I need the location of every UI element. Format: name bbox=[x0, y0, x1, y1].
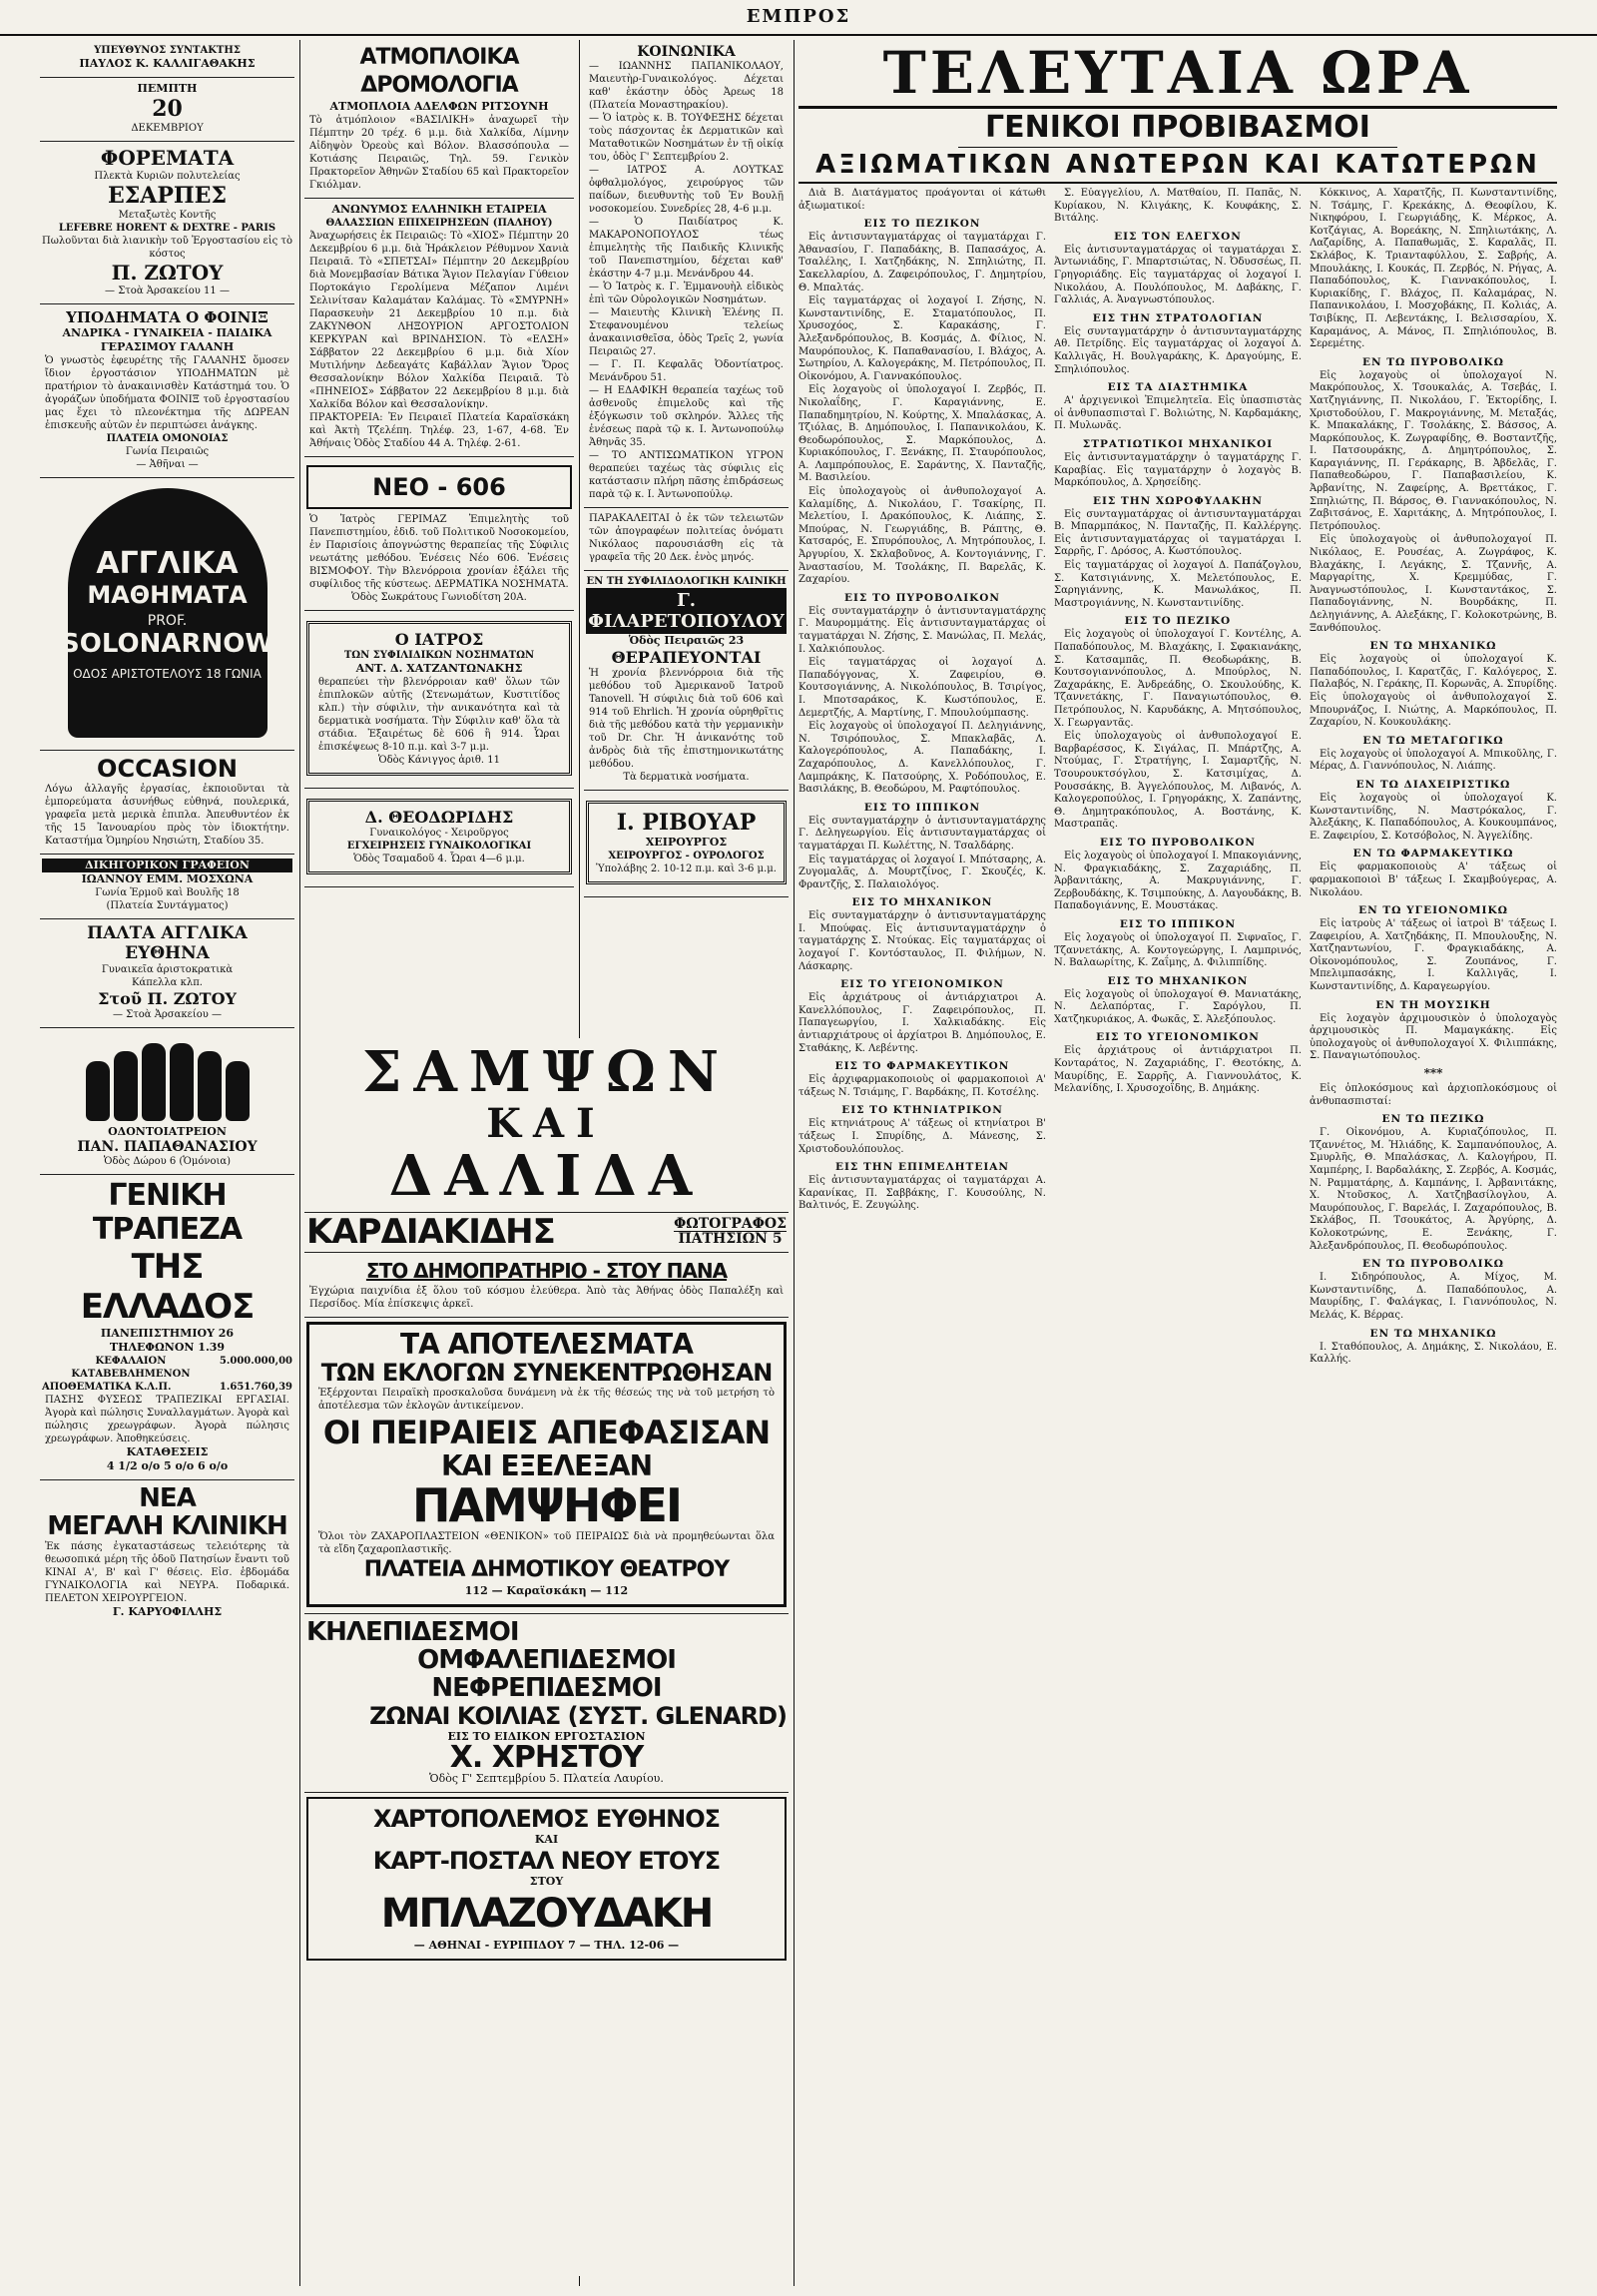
doctor-name: ΑΝΤ. Δ. ΧΑΤΖΑΝΤΩΝΑΚΗΣ bbox=[355, 662, 523, 675]
bank-title-1: ΓΕΝΙΚΗ ΤΡΑΠΕΖΑ bbox=[92, 1178, 243, 1247]
rivoar-hours: Ὑπολάβης 2. 10-12 π.μ. καὶ 3-6 μ.μ. bbox=[596, 863, 777, 874]
column-rule bbox=[794, 40, 795, 2286]
hernia-line-2: ΟΜΦΑΛΕΠΙΔΕΣΜΟΙ bbox=[417, 1645, 676, 1675]
dresses-sub: Πλεκτὰ Κυριῶν πολυτελείας bbox=[94, 171, 241, 182]
paragraph: Εἰς ταγματάρχας οἱ λοχαγοί Δ. Παπάζογλου, Σ. Κατσιγιάννης, Χ. Μελετόπουλος, Ε. Σαρηγιάννης, Κ. Μανωλάκος, Π. Μαστρογιάννης, Ν. Κωνσταντινίδης. bbox=[1054, 560, 1302, 609]
paragraph: Εἰς συνταγματάρχην ὁ ἀντισυνταγματάρχης Ι. Μπούφας. Εἰς ἀντισυνταγματάρχην ὁ ταγματάρχης Σ. Ντούκας. Εἰς ταγματάρχας οἱ λοχαγοί Γ. Κοντόσταυλος, Π. Φιλήμων, Ν. Λάσκαρης. bbox=[798, 910, 1046, 972]
auction-text: Ἐγχώρια παιχνίδια ἐξ ὅλου τοῦ κόσμου ἐλεύθερα. Ἀπὸ τὰς Ἀθήνας ὁδὸς Παπαλέξη καὶ Περσίδος. Μία ἐπίσκεψις ἀρκεῖ. bbox=[309, 1286, 784, 1310]
auction-title: ΣΤΟ ΔΗΜΟΠΡΑΤΗΡΙΟ - ΣΤΟΥ ΠΑΝΑ bbox=[365, 1259, 728, 1283]
news-subcolumn-3 bbox=[1310, 188, 1557, 1368]
doctor-sub: ΤΩΝ ΣΥΦΙΛΙΔΙΚΩΝ ΝΟΣΗΜΑΤΩΝ bbox=[343, 650, 535, 661]
paragraph: Α' ἀρχιγενικοὶ Ἐπιμελητεῖα. Εἰς ὑπασπιστὰς οἱ ἀνθυπασπισταὶ Γ. Βολιώτης, Ν. Καρδαμάκης, Π. Μυλωνᾶς. bbox=[1054, 395, 1302, 432]
hernia-line-1: ΚΗΛΕΠΙΔΕΣΜΟΙ bbox=[306, 1617, 519, 1647]
editor-label: ΥΠΕΥΘΥΝΟΣ ΣΥΝΤΑΚΤΗΣ bbox=[94, 45, 241, 56]
syphilis-clinic-text: Ἡ χρονία βλεννόρροια διὰ τῆς μεθόδου τοῦ Ἀμερικανοῦ Ἰατροῦ Tanovell. Ἡ σύφιλις διὰ τοῦ 606 καὶ 914 τοῦ Ehrlich. Ἡ χρονία οὐρηθρῖτις διὰ τῆς μεθόδου κατὰ τὴν γερμανικὴν τοῦ Dr. Chr. Ἡ ἀνικανότης τοῦ ἀνδρὸς διὰ τῆς ἐπιστημονικωτάτης μεθόδου. bbox=[589, 668, 784, 770]
section-heading: ΕΙΣ ΤΗΝ ΣΤΡΑΤΟΛΟΓΙΑΝ bbox=[1092, 311, 1264, 324]
date-block bbox=[40, 78, 294, 142]
bank-title-2: ΤΗΣ ΕΛΛΑΔΟΣ bbox=[80, 1247, 255, 1327]
section-heading: ΕΝ ΤΩ ΜΕΤΑΓΩΓΙΚΩ bbox=[1362, 734, 1504, 747]
paragraph: Εἰς συνταγματάρχην ὁ ἀντισυνταγματάρχης Γ. Μαυρομμάτης. Εἰς ἀντισυνταγματάρχας οἱ ταγματάρχαι Ν. Ζήσης, Σ. Μανώλας, Π. Μελάς, Ι. Χαλκιόπουλος. bbox=[798, 605, 1046, 655]
shipping-company-title: ΑΝΩΝΥΜΟΣ ΕΛΛΗΝΙΚΗ ΕΤΑΙΡΕΙΑ bbox=[331, 203, 547, 216]
dentist-ad bbox=[40, 1028, 294, 1175]
section-heading: ΕΙΣ ΤΗΝ ΕΠΙΜΕΛΗΤΕΙΑΝ bbox=[835, 1161, 1009, 1174]
tooth-icon bbox=[86, 1061, 110, 1121]
gynecologist-sub2: ΕΓΧΕΙΡΗΣΕΙΣ ΓΥΝΑΙΚΟΛΟΓΙΚΑΙ bbox=[346, 841, 532, 852]
phoinix-sub1: ΑΝΔΡΙΚΑ - ΓΥΝΑΙΚΕΙΑ - ΠΑΙΔΙΚΑ bbox=[62, 326, 272, 339]
phoinix-addr1: ΠΛΑΤΕΙΑ ΟΜΟΝΟΙΑΣ bbox=[106, 433, 229, 444]
cards-line-1: ΧΑΡΤΟΠΟΛΕΜΟΣ ΕΥΘΗΝΟΣ bbox=[372, 1805, 721, 1833]
cards-line-4: ΣΤΟΥ bbox=[529, 1875, 564, 1888]
paragraph: Εἰς ἀντισυνταγματάρχας οἱ ταγματάρχαι Γ. Ἀθανασίου, Γ. Παπαδάκης, Β. Παπασάχος, Α. Τσαλέλης, Ι. Χατζηδάκης, Ν. Σπηλιώτης, Π. Σακελλαρίου, Δ. Ζαφειρόπουλος, Γ. Δημητρίου, Θ. Μπαλτάς. bbox=[798, 232, 1046, 293]
section-heading: ΕΙΣ ΤΟ ΜΗΧΑΝΙΚΟΝ bbox=[851, 896, 993, 909]
cards-line-2: ΚΑΙ bbox=[534, 1833, 559, 1846]
coats-title: ΠΑΛΤΑ ΑΓΓΛΙΚΑ ΕΥΘΗΝΑ bbox=[87, 923, 248, 963]
section-heading: ΕΙΣ ΤΟ ΥΓΕΙΟΝΟΜΙΚΟΝ bbox=[840, 978, 1004, 991]
bank-text: ΠΑΣΗΣ ΦΥΣΕΩΣ ΤΡΑΠΕΖΙΚΑΙ ΕΡΓΑΣΙΑΙ. Ἀγορὰ καὶ πώλησις Συναλλαγμάτων. Ἀγορὰ καὶ πώλησις χρεωγράφων. Ἀγορὰ πώλησις χρεωγράφων. Ἀποθηκεύσεις. bbox=[45, 1395, 289, 1444]
paragraph: Εἰς ἀντισυνταγματάρχην ὁ ταγματάρχης Γ. Καραβίας. Εἰς ταγματάρχην ὁ λοχαγὸς Β. Μαρκόπουλος, Δ. Χρησείδης. bbox=[1054, 451, 1302, 489]
paragraph: Εἰς λοχαγοὺς οἱ ὑπολοχαγοί Γ. Κοντέλης, Α. Παπαδόπουλος, Μ. Βλαχάκης, Ι. Σφακιανάκης, Σ. Κατσαμπᾶς, Π. Θεοδωράκης, Β. Κουτσογιαννόπουλος, Δ. Μπούρλος, Ν. Ζαχαράκης, Ε. Ἀνδρεάδης, Ο. Σκουλούδης, Κ. Τζαννετάκης, Γ. Παναγιωτόπουλος, Θ. Πετρόπουλος, Ν. Καρυδάκης, Α. Μητσόπουλος, Χ. Γεωργαντᾶς. bbox=[1054, 629, 1302, 729]
gynecologist-sub: Γυναικολόγος - Χειροῦργος bbox=[369, 828, 509, 839]
coats-stoa: — Στοὰ Ἀρσακείου — bbox=[112, 1009, 223, 1020]
bank-reserves: 1.651.760,39 bbox=[219, 1382, 292, 1393]
date-number: 20 bbox=[152, 96, 183, 122]
neo606-ad bbox=[304, 457, 574, 611]
social-section bbox=[584, 40, 789, 508]
cards-ad bbox=[304, 1793, 789, 1967]
bell-line-3: PROF. bbox=[147, 612, 188, 629]
section-heading: ΕΙΣ ΤΟ ΙΠΠΙΚΟΝ bbox=[863, 801, 981, 814]
bell-graphic bbox=[61, 488, 274, 738]
cards-line-5: ΜΠΛΑΖΟΥΔΑΚΗ bbox=[380, 1891, 713, 1937]
scarves-title: ΕΣΑΡΠΕΣ bbox=[107, 183, 228, 209]
paragraph: Εἰς συνταγματάρχας οἱ ἀντισυνταγματάρχαι Β. Μπαρμπάκος, Ν. Πανταζῆς, Π. Καλλέργης. Εἰς ἀντισυνταγματάρχας οἱ ταγματάρχαι Ι. Σαρρῆς, Γ. Δρόσος, Α. Κωστόπουλος. bbox=[1054, 508, 1302, 558]
dentist-title: ΟΔΟΝΤΟΙΑΤΡΕΙΟΝ bbox=[108, 1125, 227, 1138]
masthead: ΕΜΠΡΟΣ bbox=[0, 0, 1597, 36]
samson-line-2: ΚΑΙ bbox=[486, 1100, 607, 1147]
hernia-belts-ad bbox=[304, 1614, 789, 1793]
samson-line-1: ΣΑΜΨΩΝ bbox=[361, 1039, 732, 1105]
doctor-addr: Ὁδὸς Κάνιγγος ἀριθ. 11 bbox=[377, 755, 501, 766]
law-office-sub: (Πλατεία Συντάγματος) bbox=[106, 900, 229, 911]
editor-name: ΠΑΥΛΟΣ Κ. ΚΑΛΛΙΓΑΘΑΚΗΣ bbox=[79, 57, 256, 70]
shipping-company-footer: ΠΡΑΚΤΟΡΕΙΑ: Ἐν Πειραιεῖ Πλατεία Καραϊσκάκη καὶ Ἀκτὴ Τζελέπη. Τηλέφ. 23, 1-67, 4-68. Ἐν Ἀθήναις Ὁδὸς Σταδίου 44 Α. Τηλέφ. 2-61. bbox=[309, 412, 569, 449]
law-office-addr: Γωνία Ἑρμοῦ καὶ Βουλῆς 18 bbox=[95, 887, 240, 898]
paragraph: Εἰς λοχαγοὺς οἱ ὑπολοχαγοί Π. Δεληγιάννης, Ν. Τσιρόπουλος, Σ. Μπακλαβᾶς, Λ. Καλογερόπουλος, Α. Παπαδάκης, Ι. Ζαχαρόπουλος, Δ. Κανελλόπουλος, Γ. Λαμπράκης, Κ. Πατσούρης, Χ. Ροδόπουλος, Ε. Βασιλάκης, Β. Θεοδώρου, Μ. Ραφτόπουλος. bbox=[798, 721, 1046, 796]
bank-deposits: ΚΑΤΑΘΕΣΕΙΣ bbox=[126, 1445, 209, 1458]
rivoar-sub: ΧΕΙΡΟΥΡΓΟΣ - ΟΥΡΟΛΟΓΟΣ bbox=[608, 851, 765, 861]
section-heading: ΕΙΣ ΤΑ ΔΙΑΣΤΗΜΙΚΑ bbox=[1107, 381, 1249, 394]
section-heading: ΕΝ ΤΗ ΜΟΥΣΙΚΗ bbox=[1375, 998, 1491, 1011]
coats-ad bbox=[40, 919, 294, 1028]
paragraph: Εἰς ὁπλοκόσμους καὶ ἀρχιοπλοκόσμους οἱ ἀνθυπασπισταί: bbox=[1310, 1083, 1557, 1107]
gynecologist-ad bbox=[304, 789, 574, 887]
paragraph: Εἰς ἀντισυνταγματάρχας οἱ ταγματάρχαι Σ. Ἀντωνιάδης, Γ. Μπαρτσιώτας, Ν. Ὀδυσσέως, Π. Γρηγοριάδης. Εἰς ταγματάρχας οἱ λοχαγοί Ι. Νικολάου, Α. Πουλόπουλος, Μ. Δαβάκης, Γ. Γαλλιάς, Α. Ἀναγνωστόπουλος. bbox=[1054, 244, 1302, 306]
doctor-text: θεραπεύει τὴν βλενόρροιαν καθ' ὅλων τῶν ἐπιπλοκῶν αὐτῆς (Στενωμάτων, Κυστιτίδος κλπ.) τὴν σύφιλιν, τὴν ανικανότητα καὶ τὰ δερματικὰ νοσήματα. Τὴν Σύφιλιν καθ' ὅλα τὰ στάδια. Ἐξαιρέτως δὲ 606 ἢ 914. Ὧραι ἐπισκέψεως 8-10 π.μ. καὶ 3-7 μ.μ. bbox=[318, 677, 560, 753]
bell-line-5: ΟΔΟΣ ΑΡΙΣΤΟΤΕΛΟΥΣ 18 ΓΩΝΙΑ bbox=[73, 666, 262, 681]
section-heading: ΕΝ ΤΩ ΥΓΕΙΟΝΟΜΙΚΩ bbox=[1358, 904, 1508, 917]
neo606-title: ΝΕΟ - 606 bbox=[306, 465, 572, 509]
paragraph: Εἰς λοχαγοὺς οἱ ὑπολοχαγοί Ν. Μακρόπουλος, Χ. Τσουκαλάς, Α. Τσεβάς, Ι. Χατζηγιάννης, Π. Νικολάου, Γ. Ἐκτορίδης, Ι. Χριστοδούλου, Γ. Μακρογιάννης, Μ. Μεταξάς, Κ. Μπακαλάκης, Γ. Τσολάκης, Σ. Βάσσος, Α. Μαρκόπουλος, Κ. Ζωγραφίδης, Θ. Βοσταντζῆς, Ι. Πατσουράκης, Δ. Δημητρόπουλος, Σ. Καραγιάννης, Π. Γεράκαρης, Β. Ἀβδελᾶς, Γ. Παπαθεοδώρου, Γ. Παπαβασιλείου, Κ. Ἀρβανίτης, Ν. Ζαφείρης, Α. Βρεττάκος, Γ. Σπηλιώτης, Π. Βάρσος, Θ. Γιαννακόπουλος, Ν. Ζαβιτσάνος, Ε. Χαριτάκης, Δ. Μητρόπουλος, Ι. Πετρόπουλος. bbox=[1310, 369, 1557, 532]
bank-reserves-label: ΑΠΟΘΕΜΑΤΙΚΑ Κ.Λ.Π. bbox=[42, 1382, 172, 1393]
section-heading: ΣΤΡΑΤΙΩΤΙΚΟΙ ΜΗΧΑΝΙΚΟΙ bbox=[1082, 437, 1274, 450]
paragraph: Εἰς ἀρχιφαρμακοποιοὺς οἱ φαρμακοποιοὶ Α' τάξεως Ν. Τσιάμης, Γ. Βαρδάκης, Π. Κοτσέλης. bbox=[798, 1074, 1046, 1098]
syphilis-clinic-ad bbox=[584, 571, 789, 791]
lefebre-sub: Πωλοῦνται διὰ λιανικὴν τοῦ Ἐργοστασίου εἰς τὸ κόστος bbox=[42, 236, 292, 260]
section-heading: ΕΝ ΤΩ ΠΕΖΙΚΩ bbox=[1381, 1113, 1485, 1126]
clinic-footer: Γ. ΚΑΡΥΟΦΙΛΛΗΣ bbox=[112, 1605, 223, 1618]
dresses-ad bbox=[40, 142, 294, 304]
section-heading: ΕΝ ΤΩ ΜΗΧΑΝΙΚΩ bbox=[1369, 640, 1497, 653]
section-heading: ΕΙΣ ΤΗΝ ΧΩΡΟΦΥΛΑΚΗΝ bbox=[1092, 494, 1264, 507]
syphilis-clinic-name: Γ. ΦΙΛΑΡΕΤΟΠΟΥΛΟΥ bbox=[586, 588, 787, 634]
section-heading: ΕΙΣ ΤΟ ΠΥΡΟΒΟΛΙΚΟΝ bbox=[843, 591, 1000, 604]
hernia-line-5: ΕΙΣ ΤΟ ΕΙΔΙΚΟΝ ΕΡΓΟΣΤΑΣΙΟΝ bbox=[447, 1730, 646, 1743]
samson-line-3: ΔΑΛΙΔΑ bbox=[388, 1143, 705, 1209]
column-rule bbox=[299, 40, 300, 2286]
shipping-company-text: Ἀναχωρήσεις ἐκ Πειραιῶς: Τὸ «ΧΙΟΣ» Πέμπτην 20 Δεκεμβρίου 6 μ.μ. διὰ Ἡράκλειον Ρέθυμνον Χανιὰ Πειραιᾶ. Τὸ «ΣΠΕΤΣΑΙ» Πέμπτην 20 Δεκεμβρίου διὰ Μονεμβασίαν Βάτικα Ἅγιον Πελαγίαν Γύθειον Πορτοκάγιο Γερολίμενα Μέζαπον Λιμένι Σελινίτσαν Καλαμάταν Καλάμας. Τὸ «ΣΜΥΡΝΗ» Παρασκευὴν 21 Δεκεμβρίου 10 π.μ. διὰ ΖΑΚΥΝΘΟΝ ΛΗΞΟΥΡΙΟΝ ΑΡΓΟΣΤΟΛΙΟΝ ΚΕΡΚΥΡΑΝ καὶ ΒΡΙΝΔΗΣΙΟΝ. Τὸ «ΕΛΣΗ» Σάββατον 22 Δεκεμβρίου 6 μ.μ. διὰ Χίον Μυτιλήνην Δεδεαγάτς Καβάλλαν Ἅγιον Ὄρος Θεσσαλονίκην Βόλον Χαλκίδα Πειραιᾶ. Τὸ «ΠΗΝΕΙΟΣ» Σάββατον 22 Δεκεμβρίου 8 μ.μ. διὰ Χαλκίδα Βόλον καὶ Θεσσαλονίκην. bbox=[309, 231, 569, 410]
paragraph: Εἰς ὑπολοχαγοὺς οἱ ἀνθυπολοχαγοί Π. Νικόλαος, Ε. Ρουσέας, Α. Ζωγράφος, Κ. Βλαχάκης, Ι. Λεγάκης, Σ. Τζαννῆς, Α. Μαργαρίτης, Χ. Κρεμμύδας, Γ. Ἀναγνωστόπουλος, Ι. Κωνσταντάκος, Σ. Παπαδογιάννης, Ν. Βουρδάκης, Π. Δεληγιάννης, Α. Αλεξάκης, Γ. Κολοκοτρώνης, Β. Ξανθόπουλος. bbox=[1310, 534, 1557, 634]
tooth-icon bbox=[170, 1043, 194, 1121]
election-text-2: Ὅλοι τὸν ΖΑΧΑΡΟΠΛΑΣΤΕΙΟΝ «ΘΕΝΙΚΟΝ» τοῦ ΠΕΙΡΑΙΩΣ διὰ νὰ προμηθεύωνται ὅλα τὰ εἴδη ζαχαροπλαστικῆς. bbox=[318, 1531, 775, 1555]
steamship-title: ΑΤΜΟΠΛΟΙΚΑ ΔΡΟΜΟΛΟΓΙΑ bbox=[359, 45, 519, 98]
paragraph: Εἰς ἀρχιάτρους οἱ ἀντιάρχιατροι Α. Κανελλόπουλος, Γ. Ζαφειρόπουλος, Π. Παπαγεωργίου, Ι. Χαλκιαδάκης. Εἰς ἀντιαρχιάτρους οἱ ἀρχίατροι Β. Δημόπουλος, Ε. Σταθάκης, Κ. Λεβέντης. bbox=[798, 992, 1046, 1054]
election-line-1: ΤΑ ΑΠΟΤΕΛΕΣΜΑΤΑ bbox=[400, 1328, 693, 1361]
dentist-name: ΠΑΝ. ΠΑΠΑΘΑΝΑΣΙΟΥ bbox=[77, 1139, 258, 1155]
coats-store: Στοῦ Π. ΖΩΤΟΥ bbox=[98, 989, 237, 1008]
zotou-name: Π. ΖΩΤΟΥ bbox=[111, 261, 224, 285]
clinic-title-1: ΝΕΑ bbox=[139, 1483, 196, 1513]
neo606-addr: Ὁδὸς Σωκράτους Γωνιοδίτση 20Α. bbox=[351, 592, 527, 603]
section-heading: ΕΝ ΤΩ ΦΑΡΜΑΚΕΥΤΙΚΩ bbox=[1352, 848, 1514, 861]
social-text-2: — Μαιευτὴς Κλινικὴ Ἑλένης Π. Στεφανουμένου τελείως ἀνακαινισθεῖσα, ὁδὸς Τρεῖς 2, γωνία Πειραιῶς 27. — Γ. Π. Κεφαλᾶς Ὀδοντίατρος. Μενάνδρου 51. — Η ΕΔΑΦΙΚΗ θεραπεία ταχέως τοῦ ἀσθενοῦς ἐπιμελοῦς καὶ τῆς ἐξόγκωσιν τοῦ σκληρόν. Ἄλλες τῆς ἐνέσεως παρὰ τῷ κ. Ι. Ἀντωνοπούλῳ Ἀθηνᾶς 35. — ΤΟ ΑΝΤΙΣΩΜΑΤΙΚΟΝ ΥΓΡΟΝ θεραπεύει ταχέως τὰς σύφιλις εἰς κατάστασιν πλήρη πᾶσης ἐπιδράσεως παρὰ τῷ κ. Ι. Ἀντωνοπούλῳ. bbox=[589, 307, 784, 500]
dresses-title: ΦΟΡΕΜΑΤΑ bbox=[100, 146, 235, 170]
paragraph: Εἰς ὑπολοχαγοὺς οἱ ἀνθυπολοχαγοί Ε. Βαρβαρέσσος, Κ. Σιγάλας, Π. Μπάρτζης, Α. Ντούμας, Γ. Στρατήγης, Ι. Σαμαρτζῆς, Ν. Τσουρουκτσόγλου, Σ. Κατσιμίχας, Δ. Ρουσσάκης, Β. Ἀγγελόπουλος, Μ. Λιβανός, Λ. Καλογεροπούλος, Ι. Γρηγοράκης, Χ. Ζαπάντης, Θ. Δημητρακόπουλος, Α. Βοστάνης, Κ. Μαστραπᾶς. bbox=[1054, 731, 1302, 831]
dentist-addr: Ὁδὸς Δώρου 6 (Ὁμόνοια) bbox=[103, 1156, 232, 1167]
rivoar-name: Ι. ΡΙΒΟΥΑΡ bbox=[616, 810, 757, 836]
gynecologist-addr: Ὁδὸς Τσαμαδοῦ 4. Ὧραι 4—6 μ.μ. bbox=[353, 854, 525, 864]
phoinix-text: Ὁ γνωστὸς ἐφευρέτης τῆς ΓΑΛΑΝΗΣ ὅμοσεν ἴδιον ἐργοστάσιον ΥΠΟΔΗΜΑΤΩΝ μὲ πρατήριον τὸ ἀνακαινισθὲν Κατάστημά του. Ὁ ἀγοράζων ὑποδήματα ΦΟΙΝΙΞ τοῦ ἐργοστασίου μας ἔχει τὸ πλεονέκτημα τῆς ΔΩΡΕΑΝ ἐπισκευῆς αὐτῶν ἐν περιπτώσει ἀνάγκης. bbox=[45, 355, 289, 431]
election-line-5: ΠΑΜΨΗΦΕΙ bbox=[411, 1478, 682, 1532]
law-office-title: ΔΙΚΗΓΟΡΙΚΟΝ ΓΡΑΦΕΙΟΝ bbox=[42, 859, 292, 872]
paragraph: Εἰς λοχαγοὺς οἱ ὑπολοχαγοί Π. Σιφναῖος, Γ. Τζαννετάκης, Α. Κοντογεώργης, Ι. Λαμπρινός, Ν. Βαλαωρίτης, Κ. Ζαΐμης, Δ. Φιλιππίδης. bbox=[1054, 931, 1302, 969]
section-heading: ΕΙΣ ΤΟ ΙΠΠΙΚΟΝ bbox=[1119, 917, 1237, 930]
month-label: ΔΕΚΕΜΒΡΙΟΥ bbox=[131, 123, 204, 134]
bank-capital-label: ΚΕΦΑΛΑΙΟΝ ΚΑΤΑΒΕΒΛΗΜΕΝΟΝ bbox=[71, 1356, 191, 1380]
news-subcolumn-2 bbox=[1054, 188, 1302, 1368]
photographer-ad bbox=[304, 1213, 789, 1253]
news-column bbox=[798, 40, 1557, 2286]
news-title: ΤΕΛΕΥΤΑΙΑ ΩΡΑ bbox=[798, 40, 1557, 109]
cards-line-6: — ΑΘΗΝΑΙ - ΕΥΡΙΠΙΔΟΥ 7 — ΤΗΛ. 12-06 — bbox=[413, 1939, 680, 1952]
social-text: — ΙΩΑΝΝΗΣ ΠΑΠΑΝΙΚΟΛΑΟΥ, Μαιευτὴρ-Γυναικολόγος. Δέχεται καθ' ἑκάστην ὁδὸς Ἀρεως 18 (Πλατεία Μοναστηρακίου). — Ὁ ἰατρὸς κ. Β. ΤΟΥΦΕΞΗΣ δέχεται τοὺς πάσχοντας ἐκ Δερματικῶν καὶ Ματαθοτικῶν Νοσημάτων ἐν τῇ οἰκίᾳ του, ὁδὸς Γ' Σεπτεμβρίου 2. — ΙΑΤΡΟΣ Α. ΛΟΥΤΚΑΣ ὀφθαλμολόγος, χειρούργος τῶν παίδων, διευθυντὴς τοῦ Ἐν Βουλῇ νοσοκομείου. Συνεδρίες 28, 4-6 μ.μ. — Ὁ Παιδίατρος Κ. ΜΑΚΑΡΟΝΟΠΟΥΛΟΣ τέως ἐπιμελητὴς τῆς Παιδικῆς Κλινικῆς τοῦ Πανεπιστημίου, δέχεται καθ' ἑκάστην 4-7 μ.μ. Μενάνδρου 44. — Ὁ Ἰατρὸς κ. Γ. Ἐμμανουὴλ εἰδικὸς ἐπὶ τῶν Οὐρολογικῶν Νοσημάτων. bbox=[589, 61, 784, 305]
lefebre-line: LEFEBRE HORENT & DEXTRE - PARIS bbox=[58, 223, 276, 234]
tooth-icon bbox=[198, 1051, 222, 1121]
bank-capital: 5.000.000,00 bbox=[219, 1356, 292, 1367]
occasion-title: OCCASION bbox=[97, 755, 238, 783]
paragraph: Εἰς ἀρχιάτρους οἱ ἀντιάρχιατροι Π. Κονταράτος, Ν. Ζαχαριάδης, Γ. Θεοτόκης, Δ. Μαυρίδης, Ε. Σαρρῆς, Α. Γιαννουλάτος, Κ. Μελανίδης, Ι. Χρυσοχοΐδης, Β. Δημάκης. bbox=[1054, 1045, 1302, 1095]
paragraph: Εἰς συνταγματάρχην ὁ ἀντισυνταγματάρχης Αθ. Πετρίδης. Εἰς ταγματάρχας οἱ λοχαγοί Δ. Καλλιγᾶς, Η. Βουλγαράκης, Κ. Δραγούμης, Ε. Σπηλιόπουλος. bbox=[1054, 325, 1302, 375]
paragraph: Ι. Σταθόπουλος, Α. Δημάκης, Σ. Νικολάου, Ε. Καλλής. bbox=[1310, 1341, 1557, 1366]
notice-text: ΠΑΡΑΚΑΛΕΙΤΑΙ ὁ ἐκ τῶν τελειωτῶν τῶν ἀπογραφέων πολιτείας ὀνόματι Νικόλαος παρουσιάσθη εἰς τὰ γραφεῖα τῆς 20 Δεκ. ἐνὸς μηνός. bbox=[589, 513, 784, 563]
shipping-company-ad bbox=[304, 199, 574, 457]
clinic-ad bbox=[40, 1480, 294, 1625]
auction-ad bbox=[304, 1253, 789, 1318]
syphilis-clinic-addr: Ὁδὸς Πειραιῶς 23 bbox=[628, 634, 745, 647]
section-heading: ΕΙΣ ΤΟ ΠΕΖΙΚΟΝ bbox=[863, 218, 981, 231]
tooth-icon bbox=[114, 1051, 138, 1121]
zotou-address: — Στοὰ Ἀρσακείου 11 — bbox=[105, 286, 230, 296]
rivoar-title: ΧΕΙΡΟΥΡΓΟΣ bbox=[645, 836, 728, 849]
paragraph: Εἰς φαρμακοποιοὺς Α' τάξεως οἱ φαρμακοποιοὶ Β' τάξεως Ι. Σκαμβούγερας, Α. Νικολάου. bbox=[1310, 861, 1557, 898]
section-heading: ΕΝ ΤΩ ΠΥΡΟΒΟΛΙΚΩ bbox=[1361, 1258, 1505, 1271]
election-ad bbox=[304, 1318, 789, 1614]
news-subtitle-1: ΓΕΝΙΚΟΙ ΠΡΟΒΙΒΑΣΜΟΙ bbox=[958, 109, 1397, 148]
doctor-title: Ο ΙΑΤΡΟΣ bbox=[394, 630, 484, 649]
teeth-graphic bbox=[53, 1036, 282, 1121]
phoinix-sub2: ΓΕΡΑΣΙΜΟΥ ΓΑΛΑΝΗ bbox=[100, 340, 235, 353]
scarves-sub: Μεταξωτὲς Κοντῆς bbox=[118, 210, 217, 221]
section-heading: ΕΙΣ ΤΟ ΜΗΧΑΝΙΚΟΝ bbox=[1107, 974, 1249, 987]
phoinix-addr3: — Ἀθῆναι — bbox=[136, 459, 199, 470]
notice-ad bbox=[584, 508, 789, 571]
paragraph: Εἰς λοχαγὸν ἀρχιμουσικὸν ὁ ὑπολοχαγὸς ἀρχιμουσικὸς Π. Μαμαγκάκης. Εἰς ὑπολοχαγοὺς οἱ ἀνθυπολοχαγοί Χ. Φιλιππάκης, Σ. Παναγιωτόπουλος. bbox=[1310, 1012, 1557, 1062]
paragraph: Εἰς συνταγματάρχην ὁ ἀντισυνταγματάρχης Γ. Δεληγεωργίου. Εἰς ἀντισυνταγματάρχας οἱ ταγματάρχαι Π. Κωλέττης, Ν. Τσαλδάρης. bbox=[798, 815, 1046, 852]
wide-ads bbox=[304, 1038, 789, 2276]
cards-line-3: ΚΑΡΤ-ΠΟΣΤΑΛ ΝΕΟΥ ΕΤΟΥΣ bbox=[372, 1847, 721, 1875]
section-heading: ΕΝ ΤΩ ΠΥΡΟΒΟΛΙΚΩ bbox=[1361, 355, 1505, 368]
paragraph: Εἰς κτηνιάτρους Α' τάξεως οἱ κτηνίατροι Β' τάξεως Ι. Σπυρίδης, Δ. Μάνεσης, Σ. Χριστοδουλόπουλος. bbox=[798, 1118, 1046, 1155]
syphilis-clinic-head: ΘΕΡΑΠΕΥΟΝΤΑΙ bbox=[611, 648, 762, 667]
hernia-line-4: ΖΩΝΑΙ ΚΟΙΛΙΑΣ (ΣΥΣΤ. GLENARD) bbox=[369, 1702, 787, 1730]
phoinix-title: ΥΠΟΔΗΜΑΤΑ Ο ΦΟΙΝΙΞ bbox=[66, 308, 268, 326]
coats-sub: Γυναικεῖα ἀριστοκρατικὰ bbox=[101, 964, 234, 975]
samson-ad bbox=[304, 1038, 789, 1213]
paragraph: Εἰς ὑπολοχαγοὺς οἱ ἀνθυπολοχαγοί Α. Καλαμίδης, Δ. Νικολάου, Γ. Τσακίρης, Π. Μελετίου, Ι. Δρακόπουλος, Κ. Λιάπης, Σ. Μπούρας, Ν. Γεωργιάδης, Β. Ράπτης, Θ. Κατσαρός, Ε. Σπυρόπουλος, Λ. Μητρόπουλος, Ι. Ἀργυρίου, Χ. Σκλαβοῦνος, Α. Κοντογιάννης, Γ. Ἀναστασίου, Μ. Τσολάκης, Π. Βαρελᾶς, Κ. Ζαχαρίου. bbox=[798, 486, 1046, 586]
election-line-6: ΠΛΑΤΕΙΑ ΔΗΜΟΤΙΚΟΥ ΘΕΑΤΡΟΥ bbox=[363, 1557, 730, 1582]
photographer-addr: ΠΑΤΗΣΙΩΝ 5 bbox=[678, 1231, 783, 1247]
section-heading: ΕΙΣ ΤΟ ΚΤΗΝΙΑΤΡΙΚΟΝ bbox=[841, 1104, 1003, 1117]
paragraph: Ι. Σιδηρόπουλος, Α. Μίχος, Μ. Κωνσταντινίδης, Δ. Παπαδόπουλος, Α. Μαυρίδης, Γ. Φαλάγκας, Ι. Γιαννόπουλος, Ν. Μελάς, Κ. Βέρρας. bbox=[1310, 1272, 1557, 1321]
bank-phone: ΤΗΛΕΦΩΝΟΝ 1.39 bbox=[109, 1341, 226, 1354]
tooth-icon bbox=[226, 1061, 250, 1121]
election-line-3: ΟΙ ΠΕΙΡΑΙΕΙΣ ΑΠΕΦΑΣΙΣΑΝ bbox=[322, 1414, 771, 1451]
hernia-line-7: Ὁδὸς Γ' Σεπτεμβρίου 5. Πλατεία Λαυρίου. bbox=[429, 1772, 664, 1785]
bank-ad bbox=[40, 1175, 294, 1480]
paragraph: Εἰς λοχαγοὺς οἱ ὑπολοχαγοί Κ. Κωνσταντινίδης, Ν. Μαστρόκαλος, Γ. Ἀλεξάκης, Κ. Παπαδόπουλος, Α. Κουκουμπάνος, Ε. Ζαφειρίου, Σ. Κοτσόβολος, Ν. Ἀγγελίδης. bbox=[1310, 792, 1557, 842]
paragraph: Εἰς λοχαγοὺς οἱ ὑπολοχαγοί Θ. Μανιατάκης, Ν. Δελαπόρτας, Γ. Σαρόγλου, Π. Χατζηκυριάκος, Α. Φωκᾶς, Σ. Ἀλεξόπουλος. bbox=[1054, 988, 1302, 1025]
neo606-text: Ὁ Ἰατρὸς ΓΕΡΙΜΑΖ Ἐπιμελητὴς τοῦ Πανεπιστημίου, ἐδιδ. τοῦ Πολιτικοῦ Νοσοκομείου, ἐν Παρισίοις ἀπογνώστης θεραπείας τῆς Σύφιλις νεωτάτης μεθόδου. Ἐνέσεις Νέο 606. Ἐνέσεις ΒΙΣΜΟΦΟΥ. Τὴν Βλενόρροια χρονίαν ἐξάλει τῆς συφίλιδος τῆς κύστεως. ΔΕΡΜΑΤΙΚΑ ΝΟΣΗΜΑΤΑ. bbox=[309, 514, 569, 590]
news-subcolumn-1 bbox=[798, 188, 1046, 1368]
section-heading: ΕΙΣ ΤΟ ΦΑΡΜΑΚΕΥΤΙΚΟΝ bbox=[834, 1060, 1010, 1073]
bank-address: ΠΑΝΕΠΙΣΤΗΜΙΟΥ 26 bbox=[100, 1327, 235, 1340]
paragraph: Εἰς ταγματάρχας οἱ λοχαγοί Ι. Ζήσης, Ν. Κωνσταντινίδης, Ε. Σταματόπουλος, Π. Χρυσοχόος, Σ. Καρακάσης, Γ. Ἀλεξανδρόπουλος, Β. Κοσμάς, Δ. Φίλιος, Ν. Μαυρόπουλος, Κ. Παπαθανασίου, Ι. Βλάχος, Α. Σωτηρίου, Λ. Καλογεράκης, Μ. Πετρόπουλος, Π. Οἰκονόμου, Α. Γιαννακόπουλος. bbox=[798, 295, 1046, 382]
day-label: ΠΕΜΠΤΗ bbox=[137, 82, 198, 95]
paragraph: Εἰς ταγματάρχας οἱ λοχαγοί Ι. Μπότσαρης, Α. Ζυγομαλᾶς, Δ. Μουρτζίνος, Γ. Σκουζές, Κ. Φραντζῆς, Σ. Παλαιολόγος. bbox=[798, 854, 1046, 890]
paragraph: Γ. Οἰκονόμου, Α. Κυριαζόπουλος, Π. Τζαννέτος, Μ. Ἠλιάδης, Κ. Σαμπανόπουλος, Α. Σμυρλῆς, Θ. Μπαλάσκας, Λ. Καλογήρου, Π. Χαμπέρης, Ι. Βαρδαλάκης, Σ. Ζερβός, Α. Κοσμάς, Ν. Ραμματάρης, Δ. Καμπάνης, Ι. Ἀρβανιτάκης, Χ. Ντοῦσκος, Λ. Χατζηβασίλογλου, Α. Μαυρόπουλος, Γ. Βαρελάς, Ι. Ζαχαρόπουλος, Β. Σκλάβος, Π. Τσουκάτος, Α. Ἀργύρης, Δ. Κολοκοτρώνης, Ε. Ξενάκης, Γ. Ἀλεξανδρόπουλος, Π. Θεοδωρόπουλος. bbox=[1310, 1127, 1557, 1252]
shipping-company-sub: ΘΑΛΑΣΣΙΩΝ ΕΠΙΧΕΙΡΗΣΕΩΝ (ΠΑΛΗΟΥ) bbox=[325, 218, 553, 229]
photographer-name: ΚΑΡΔΙΑΚΙΔΗΣ bbox=[306, 1211, 555, 1252]
bell-line-2: ΜΑΘΗΜΑΤΑ bbox=[87, 580, 248, 609]
phoinix-addr2: Γωνία Πειραιῶς bbox=[125, 446, 210, 457]
syphilis-clinic-foot: Τὰ δερματικὰ νοσήματα. bbox=[623, 772, 750, 783]
doctor-ad bbox=[304, 611, 574, 789]
law-office-ad bbox=[40, 855, 294, 919]
paragraph: Εἰς ἰατροὺς Α' τάξεως οἱ ἰατροὶ Β' τάξεως Ι. Ζαφειρίου, Α. Χατζηδάκης, Π. Μπουλουξης, Ν. Χατζηαντωνίου, Γ. Φραγκιαδάκης, Α. Οἰκονομόπουλος, Σ. Ζουπάνος, Γ. Μπελιμπασάκης, Ι. Καλλιγᾶς, Ι. Κωνσταντινίδης, Δ. Καραγεωργίου. bbox=[1310, 918, 1557, 993]
paragraph: Διὰ Β. Διατάγματος προάγονται οἱ κάτωθι ἀξιωματικοί: bbox=[798, 188, 1046, 212]
section-heading: ΕΝ ΤΩ ΔΙΑΧΕΙΡΙΣΤΙΚΩ bbox=[1355, 778, 1511, 791]
bell-line-4: SOLONARNOW bbox=[61, 628, 274, 659]
paragraph: Εἰς λοχαγοὺς οἱ ὑπολοχαγοί Ι. Μπακογιάννης, Ν. Φραγκιαδάκης, Σ. Ζαχαριάδης, Π. Ἀρβανιτάκης, Α. Μακρυγιάννης, Γ. Ζερβουδάκης, Κ. Τσιμπούκης, Δ. Λαγουδάκης, Β. Παπαδογιάννης, Ε. Μουστάκας. bbox=[1054, 850, 1302, 912]
bell-line-1: ΑΓΓΛΙΚΑ bbox=[96, 545, 239, 581]
rivoar-ad bbox=[584, 791, 789, 897]
paragraph: Εἰς ἀντισυνταγματάρχας οἱ ταγματάρχαι Α. Καρανίκας, Π. Σαββάκης, Γ. Κουσούλης, Ν. Βαλτινός, Ε. Ζευγώλης. bbox=[798, 1175, 1046, 1212]
section-heading: ΕΙΣ ΤΟ ΠΥΡΟΒΟΛΙΚΟΝ bbox=[1099, 836, 1256, 849]
steamship-sub: ΑΤΜΟΠΛΟΙΑ ΑΔΕΛΦΩΝ ΡΙΤΣΟΥΝΗ bbox=[329, 100, 549, 113]
section-heading: ΕΝ ΤΩ ΜΗΧΑΝΙΚΩ bbox=[1369, 1327, 1497, 1340]
separator: *** bbox=[1423, 1066, 1443, 1081]
tooth-icon bbox=[142, 1043, 166, 1121]
election-text: Ἐξέρχονται Πειραϊκὴ προσκαλοῦσα δυνάμενη νὰ ἐκ τῆς θέσεώς της νὰ τοῦ μετρήση τὸ ἀποτέλεσμα τῶν ἐκλογῶν ἀντικείμενον. bbox=[318, 1388, 775, 1412]
coats-sub2: Κάπελλα κλπ. bbox=[132, 977, 203, 988]
paragraph: Εἰς ταγματάρχας οἱ λοχαγοί Δ. Παπαδόγγονας, Χ. Ζαφειρίου, Θ. Κουτσογιάννης, Α. Νικολόπουλος, Β. Τσιρίγος, Ι. Μποτσαράκος, Κ. Κωστόπουλος, Ε. Δεμερτζής, Α. Μαρτίνης, Γ. Μπουλούμπασης. bbox=[798, 657, 1046, 719]
section-heading: ΕΙΣ ΤΟ ΥΓΕΙΟΝΟΜΙΚΟΝ bbox=[1096, 1031, 1260, 1044]
occasion-text: Λόγω ἀλλαγῆς ἐργασίας, ἐκποιοῦνται τὰ ἐμπορεύματα ἀσυνήθως εὐθηνά, πουλερικά, γραφεῖα μετὰ μερικὰ ἐπιπλα. Ἀπευθυντέον ἐκ τῆς 15 Ἰανουαρίου πρὸς τὸν ἰδιοκτήτην. Καταστήμα Ὁμηρίου Νησιώτη, Σταδίου 35. bbox=[45, 784, 289, 847]
news-subtitle-2: ΑΞΙΩΜΑΤΙΚΩΝ ΑΝΩΤΕΡΩΝ ΚΑΙ ΚΑΤΩΤΕΡΩΝ bbox=[798, 148, 1557, 184]
ads-column-1 bbox=[40, 40, 294, 2286]
editor-block bbox=[40, 40, 294, 78]
occasion-ad bbox=[40, 751, 294, 855]
paragraph: Εἰς λοχαγοὺς οἱ ὑπολοχαγοί Α. Μπικοῦλης, Γ. Μέρας, Δ. Γιαννόπουλος, Ν. Λιάπης. bbox=[1310, 748, 1557, 773]
section-heading: ΕΙΣ ΤΟΝ ΕΛΕΓΧΟΝ bbox=[1114, 230, 1242, 243]
paragraph: Κόκκινος, Α. Χαρατζῆς, Π. Κωνσταντινίδης, Ν. Τσάμης, Γ. Κρεκάκης, Δ. Θεοφίλου, Κ. Νικηφόρου, Ι. Γεωργιάδης, Κ. Μέρκος, Α. Κοτζάγιας, Α. Βορεάκης, Ν. Σπηλιωτάκης, Λ. Λαζαρίδης, Α. Παπαθωμᾶς, Σ. Καραλᾶς, Π. Σκλάβος, Κ. Τριανταφύλλου, Σ. Σαβρής, Α. Μπουλάκης, Ι. Κουκάς, Π. Ζερβός, Ν. Ρήγας, Α. Παπαδόπουλος, Κ. Γιαννακόπουλος, Ι. Κυριακίδης, Γ. Βλάχος, Π. Καλαμάρας, Ν. Παπανικολάου, Ι. Μοσχοβάκης, Π. Κολιάς, Α. Τσιβίκης, Π. Λεβεντάκης, Ι. Βελισσαρίου, Χ. Καραμάνος, Α. Μάνος, Π. Σπηλιόπουλος, Β. Σερεμέτης. bbox=[1310, 188, 1557, 350]
bank-rates: 4 1/2 ο/ο 5 ο/ο 6 ο/ο bbox=[106, 1459, 229, 1472]
election-line-4: ΚΑΙ ΕΞΕΛΕΞΑΝ bbox=[440, 1449, 653, 1482]
syphilis-clinic-title: ΕΝ ΤΗ ΣΥΦΙΛΙΔΟΛΟΓΙΚΗ ΚΛΙΝΙΚΗ bbox=[586, 576, 787, 587]
gynecologist-name: Δ. ΘΕΟΔΩΡΙΔΗΣ bbox=[364, 808, 514, 827]
steamship-ad bbox=[304, 40, 574, 199]
english-lessons-ad bbox=[40, 478, 294, 751]
hernia-line-3: ΝΕΦΡΕΠΙΔΕΣΜΟΙ bbox=[431, 1673, 662, 1703]
hernia-line-6: Χ. ΧΡΗΣΤΟΥ bbox=[449, 1740, 644, 1775]
section-heading: ΕΙΣ ΤΟ ΠΕΖΙΚΟ bbox=[1124, 615, 1232, 628]
steamship-text: Τὸ ἀτμόπλοιον «ΒΑΣΙΛΙΚΗ» ἀναχωρεῖ τὴν Πέμπτην 20 τρέχ. 6 μ.μ. διὰ Χαλκίδα, Λίμνην Αἰδηψὸν Ὀρεοὺς καὶ Βόλον. Βλασσόπουλα — Κοτιάσης Πειραιῶς, Τηλ. 59. Γενικὸν Πρακτορεῖον Ἀθηνῶν Σταδίου 65 καὶ Πρακτορεῖον Γκιόλμαν. bbox=[309, 115, 569, 191]
paragraph: Εἰς λοχαγοὺς οἱ ὑπολοχαγοί Ι. Ζερβός, Π. Νικολαΐδης, Γ. Καραγιάννης, Ε. Παπαδημητρίου, Ν. Κούρτης, Χ. Μπαλάσκας, Α. Τζιόλας, Β. Δημόπουλος, Ι. Παπανικολάου, Κ. Θεοδωρόπουλος, Σ. Μαρκόπουλος, Δ. Κυριακόπουλος, Γ. Ξενάκης, Π. Σταυρόπουλος, Α. Λαμπρόπουλος, Ε. Σαράντης, Χ. Πανταζῆς, Μ. Βασιλείου. bbox=[798, 384, 1046, 484]
social-title: ΚΟΙΝΩΝΙΚΑ bbox=[637, 44, 736, 60]
paragraph: Σ. Εὐαγγελίου, Λ. Ματθαίου, Π. Παπᾶς, Ν. Κυρίακου, Ν. Κλιγάκης, Κ. Κουφάκης, Σ. Βιτάλης. bbox=[1054, 188, 1302, 225]
law-office-name: ΙΩΑΝΝΟΥ ΕΜΜ. ΜΟΣΧΩΝΑ bbox=[81, 872, 254, 885]
paragraph: Εἰς λοχαγοὺς οἱ ὑπολοχαγοί Κ. Παπαδόπουλος, Ι. Καρατζᾶς, Γ. Καλόγερος, Σ. Παλαβός, Ν. Γεράκης, Π. Κορωνᾶς, Α. Σπυρίδης. Εἰς ὑπολοχαγοὺς οἱ ἀνθυπολοχαγοί Σ. Μπουρνάζος, Ι. Νιώτης, Α. Μαρκόπουλος, Π. Ζαχαρίου, Ν. Κουκουλάκης. bbox=[1310, 654, 1557, 729]
clinic-title-2: ΜΕΓΑΛΗ ΚΛΙΝΙΚΗ bbox=[47, 1511, 287, 1541]
election-line-7: 112 — Καραϊσκάκη — 112 bbox=[464, 1584, 629, 1597]
phoinix-ad bbox=[40, 304, 294, 478]
election-line-2: ΤΩΝ ΕΚΛΟΓΩΝ ΣΥΝΕΚΕΝΤΡΩΘΗΣΑΝ bbox=[320, 1359, 773, 1387]
photographer-label: ΦΩΤΟΓΡΑΦΟΣ bbox=[674, 1216, 787, 1232]
clinic-text: Ἐκ πάσης ἐγκαταστάσεως τελειότερης τὰ θεωσοπικά μέρη τῆς ὁδοῦ Πατησίων ἔναντι τοῦ ΚΙΝΑΙ Α', Β' καὶ Γ' θέσεις. Εἰσ. ἑβδομάδα ΓΥΝΑΙΚΟΛΟΓΙΑ καὶ ΝΕΥΡΑ. Ποδαρικά. ΠΕΛΕΤΟΝ ΧΕΙΡΟΥΡΓΕΙΟΝ. bbox=[45, 1541, 289, 1604]
